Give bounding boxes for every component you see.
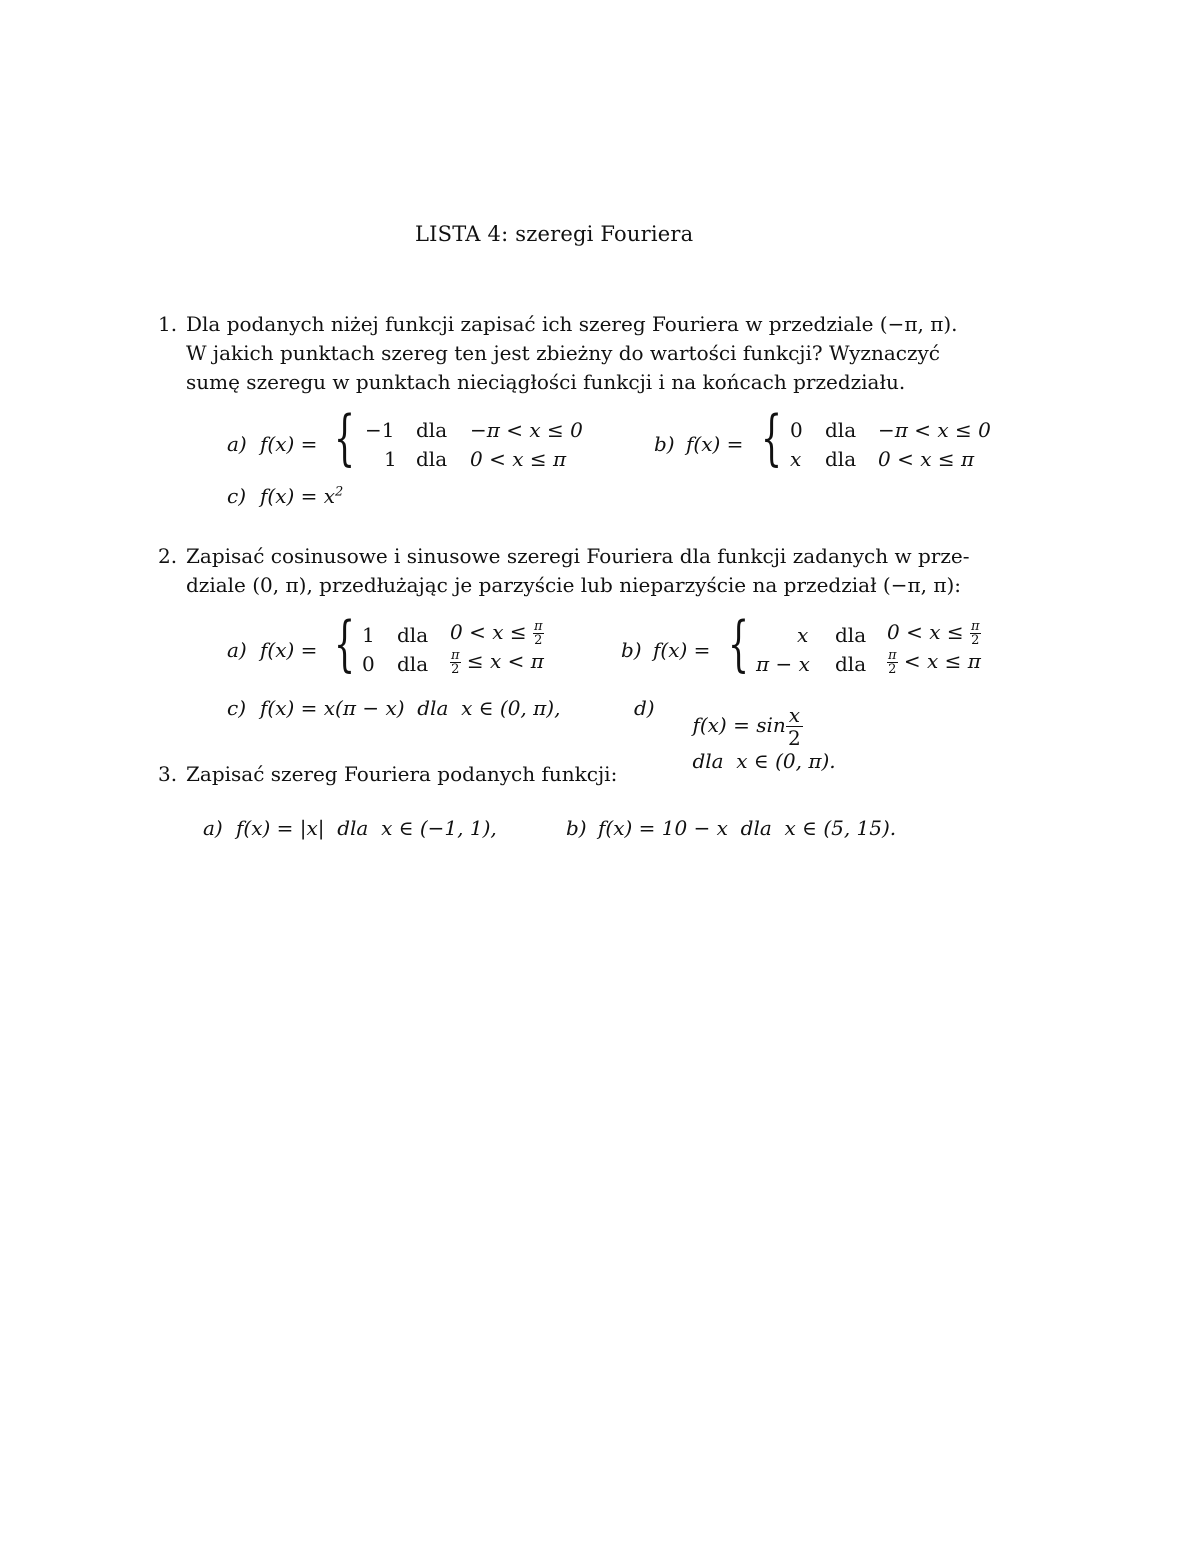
problem-2c-expression: f(x) = x(π − x) dla x ∈ (0, π), bbox=[260, 696, 561, 720]
problem-1-text bbox=[186, 310, 958, 397]
problem-1b-row2-dla: dla bbox=[825, 447, 857, 471]
problem-1-line-3: sumę szeregu w punktach nieciągłości funkcji i na końcach przedziału. bbox=[186, 370, 906, 394]
problem-2-line-2: dziale (0, π), przedłużając je parzyście lub nieparzyście na przedział (−π, π): bbox=[186, 573, 962, 597]
problem-2d-rhs: dla x ∈ (0, π). bbox=[692, 749, 836, 773]
problem-3a-expression: f(x) = |x| dla x ∈ (−1, 1), bbox=[236, 816, 497, 840]
problem-1a-brace: { bbox=[334, 403, 356, 473]
pi-over-2-fraction bbox=[450, 649, 461, 676]
problem-3b-expression: f(x) = 10 − x dla x ∈ (5, 15). bbox=[598, 816, 897, 840]
frac-numerator: π bbox=[533, 619, 543, 634]
problem-1b-row1-condition: −π < x ≤ 0 bbox=[878, 418, 991, 442]
problem-1a-row2-dla: dla bbox=[416, 447, 448, 471]
problem-1b-label: b) bbox=[654, 432, 675, 456]
pi-over-2-fraction bbox=[970, 620, 981, 647]
problem-1c-base: f(x) = x bbox=[260, 484, 336, 508]
frac-numerator: x bbox=[786, 704, 803, 727]
frac-denominator: 2 bbox=[534, 633, 543, 648]
problem-2a-row2-value: 0 bbox=[362, 652, 375, 676]
problem-2b-row2-value: π − x bbox=[756, 652, 810, 676]
problem-2b-brace: { bbox=[728, 609, 750, 679]
problem-2d-label: d) bbox=[634, 696, 655, 720]
pi-over-2-fraction bbox=[533, 620, 544, 647]
problem-3-text: Zapisać szereg Fouriera podanych funkcji: bbox=[186, 762, 618, 786]
problem-1c-exponent: 2 bbox=[335, 484, 344, 500]
problem-2a-label: a) bbox=[227, 638, 247, 662]
problem-1c-label: c) bbox=[227, 484, 247, 508]
frac-numerator: π bbox=[888, 648, 897, 663]
problem-2a-row1-value: 1 bbox=[362, 623, 375, 647]
problem-2b-row2-condition bbox=[887, 649, 981, 676]
problem-2a-row2-dla: dla bbox=[397, 652, 429, 676]
problem-2d-lhs: f(x) = sin bbox=[692, 713, 786, 737]
problem-2b-row1-cond-text: 0 < x ≤ bbox=[887, 620, 964, 644]
problem-2d-expression bbox=[667, 680, 836, 797]
frac-denominator: 2 bbox=[451, 662, 460, 677]
problem-1a-lhs: f(x) = bbox=[260, 432, 318, 456]
problem-2-text bbox=[186, 542, 969, 600]
problem-1b-row2-condition: 0 < x ≤ π bbox=[878, 447, 975, 471]
problem-2a-row1-cond-text: 0 < x ≤ bbox=[450, 620, 527, 644]
problem-2b-row1-condition bbox=[887, 620, 981, 647]
problem-1a-row1-condition: −π < x ≤ 0 bbox=[470, 418, 583, 442]
problem-1a-row2-value: 1 bbox=[384, 447, 397, 471]
problem-2a-row2-cond-text: ≤ x < π bbox=[466, 649, 544, 673]
frac-numerator: π bbox=[451, 648, 460, 663]
problem-2a-row1-dla: dla bbox=[397, 623, 429, 647]
problem-2a-lhs: f(x) = bbox=[260, 638, 318, 662]
frac-denominator: 2 bbox=[971, 633, 980, 648]
problem-2-line-1: Zapisać cosinusowe i sinusowe szeregi Fouriera dla funkcji zadanych w prze- bbox=[186, 544, 970, 568]
problem-1c-expression bbox=[260, 484, 343, 508]
problem-2a-row2-condition bbox=[450, 649, 544, 676]
problem-1-number: 1. bbox=[158, 312, 178, 336]
problem-1b-row1-dla: dla bbox=[825, 418, 857, 442]
problem-1a-row2-condition: 0 < x ≤ π bbox=[470, 447, 567, 471]
frac-denominator: 2 bbox=[888, 662, 897, 677]
problem-2b-label: b) bbox=[621, 638, 642, 662]
problem-1-line-1: Dla podanych niżej funkcji zapisać ich szereg Fouriera w przedziale (−π, π). bbox=[186, 312, 958, 336]
frac-denominator: 2 bbox=[788, 726, 801, 750]
problem-2b-row1-value: x bbox=[797, 623, 809, 647]
frac-numerator: π bbox=[970, 619, 980, 634]
problem-3a-label: a) bbox=[203, 816, 223, 840]
problem-3-number: 3. bbox=[158, 762, 178, 786]
problem-1a-row1-value: −1 bbox=[365, 418, 395, 442]
problem-1a-row1-dla: dla bbox=[416, 418, 448, 442]
problem-1b-brace: { bbox=[761, 403, 783, 473]
problem-3b-label: b) bbox=[566, 816, 587, 840]
problem-1b-row2-value: x bbox=[790, 447, 802, 471]
problem-2b-row1-dla: dla bbox=[835, 623, 867, 647]
page-title: LISTA 4: szeregi Fouriera bbox=[415, 222, 694, 246]
problem-2c-label: c) bbox=[227, 696, 247, 720]
problem-2b-row2-cond-text: < x ≤ π bbox=[903, 649, 981, 673]
problem-1-line-2: W jakich punktach szereg ten jest zbieżny do wartości funkcji? Wyznaczyć bbox=[186, 341, 940, 365]
problem-2-number: 2. bbox=[158, 544, 178, 568]
pi-over-2-fraction bbox=[887, 649, 898, 676]
problem-2a-brace: { bbox=[334, 609, 356, 679]
problem-2a-row1-condition bbox=[450, 620, 544, 647]
problem-1b-row1-value: 0 bbox=[790, 418, 803, 442]
problem-1a-label: a) bbox=[227, 432, 247, 456]
problem-2b-row2-dla: dla bbox=[835, 652, 867, 676]
x-over-2-fraction bbox=[786, 704, 803, 749]
problem-2b-lhs: f(x) = bbox=[653, 638, 711, 662]
problem-1b-lhs: f(x) = bbox=[686, 432, 744, 456]
